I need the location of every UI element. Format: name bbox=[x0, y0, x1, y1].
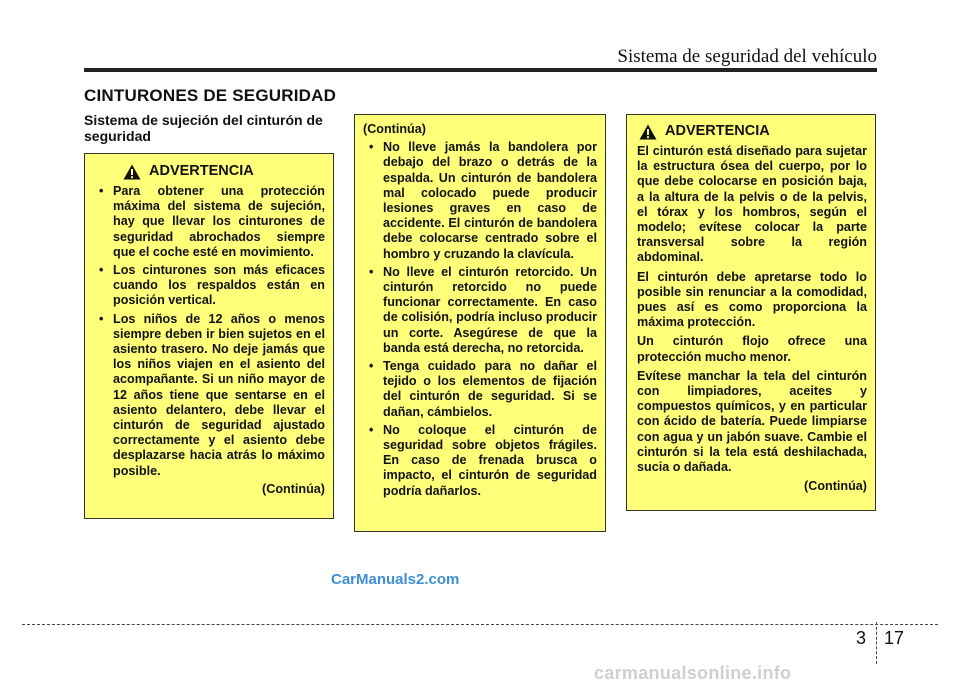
warning-heading-text: ADVERTENCIA bbox=[665, 123, 770, 140]
watermark-link[interactable]: CarManuals2.com bbox=[331, 571, 460, 588]
list-item: • Los cinturones son más eficaces cuando los respaldos están en posición vertical. bbox=[93, 263, 325, 309]
footer-rule bbox=[22, 624, 938, 625]
site-watermark: carmanualsonline.info bbox=[594, 663, 792, 683]
warning-heading-text: ADVERTENCIA bbox=[149, 163, 254, 180]
list-item: • Para obtener una protección máxima del sistema de sujeción, hay que llevar los cinturones de seguridad abrochados siempre que el coche esté en movimiento. bbox=[93, 184, 325, 260]
list-item: • Los niños de 12 años o menos siempre deben ir bien sujetos en el asiento trasero. No deje jamás que los niños viajen en el asiento del acompañante. Si un niño mayor de 12 años tiene que sentarse en el asiento delantero, debe llevar el cinturón de seguridad ajustado correctamente y el asiento debe desplazarse hacia atrás lo máximo posible. bbox=[93, 312, 325, 479]
warning-list bbox=[93, 184, 325, 479]
continued-label: (Continúa) bbox=[363, 122, 426, 136]
warning-list bbox=[363, 140, 597, 499]
warning-triangle-icon bbox=[639, 124, 657, 140]
list-item: • No coloque el cinturón de seguridad sobre objetos frágiles. En caso de frenada brusca o impacto, el cinturón de seguridad podría dañarlos. bbox=[363, 423, 597, 499]
section-title: CINTURONES DE SEGURIDAD bbox=[84, 86, 337, 105]
page-number: 17 bbox=[884, 628, 905, 648]
subheading: Sistema de sujeción del cinturón de seguridad bbox=[84, 112, 323, 144]
warning-triangle-icon bbox=[123, 164, 141, 180]
paragraph: Evítese manchar la tela del cinturón con limpiadores, aceites y compuestos químicos, y en particular con ácido de batería. Puede limpiarse con agua y un jabón suave. Cambie el cinturón si la tela está deshilachada, sucia o dañada. bbox=[637, 368, 867, 475]
header-title: Sistema de seguridad del vehículo bbox=[617, 46, 877, 67]
paragraph: El cinturón debe apretarse todo lo posible sin renunciar a la comodidad, pues así es como proporciona la máxima protección. bbox=[637, 269, 867, 330]
continued-label: (Continúa) bbox=[262, 481, 325, 496]
warning-heading bbox=[123, 164, 325, 180]
warning-box-1 bbox=[84, 153, 334, 519]
warning-heading bbox=[639, 124, 867, 140]
list-item: • Tenga cuidado para no dañar el tejido o los elementos de fijación del cinturón de seguridad. Si se dañan, cámbielos. bbox=[363, 359, 597, 420]
header-rule bbox=[84, 68, 877, 72]
warning-box-3 bbox=[626, 114, 876, 511]
warning-box-2 bbox=[354, 114, 606, 532]
list-item: • No lleve el cinturón retorcido. Un cinturón retorcido no puede funcionar correctamente. En caso de colisión, podría incluso producir un corte. Asegúrese de que la banda está derecha, no retorcida. bbox=[363, 265, 597, 356]
footer-divider bbox=[876, 622, 877, 664]
paragraph: Un cinturón flojo ofrece una protección mucho menor. bbox=[637, 334, 867, 364]
list-item: • No lleve jamás la bandolera por debajo del brazo o detrás de la espalda. Un cinturón de bandolera mal colocado puede producir lesiones graves en caso de accidente. El cinturón de bandolera debe colocarse centrado sobre el hombro y cruzando la clavícula. bbox=[363, 140, 597, 262]
section-number: 3 bbox=[856, 628, 867, 648]
paragraph: El cinturón está diseñado para sujetar la estructura ósea del cuerpo, por lo que debe colocarse en posición baja, a la altura de la pelvis o de la pelvis, el tórax y los hombros, según el modelo; evítese colocar la parte transversal sobre la región abdominal. bbox=[637, 144, 867, 265]
continued-label: (Continúa) bbox=[804, 479, 867, 494]
